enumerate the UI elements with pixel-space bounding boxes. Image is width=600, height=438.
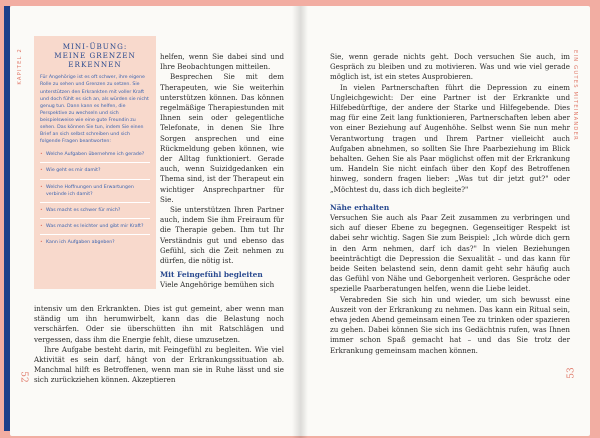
section-heading-feingefuehl: Mit Feingefühl begleiten [160,270,263,280]
paragraph: Viele Angehörige bemühen sich [160,280,275,290]
paragraph: intensiv um den Erkrankten. Dies ist gut gemeint, aber wenn man ständig um ihn herumwirbelt, kann das die Belastung noch verschärfen. Oder sie überschütten ihn mit Ratschlägen und vergessen, dass ihm die Energie fehlt, diese umzusetzen. [34,304,284,344]
section-heading-naehe: Nähe erhalten [330,202,390,212]
paragraph: Versuchen Sie auch als Paar Zeit zusammen zu verbringen und sich auf dieser Ebene zu begegnen. Gegenseitiger Respekt ist dabei sehr wichtig. Sagen Sie zum Beispiel: „Ich würde dich gern in den Arm nehmen, darf ich das?" In vielen Beziehungen beeinträchtigt die Depression die Sexualität – und das kann für beide Seiten belastend sein, denn damit geht sehr häufig auch das Gefühl von Nähe und Geborgenheit verloren. Gespräche oder spezielle Paarberatungen helfen, wenn die Liebe leidet. [330,213,570,294]
box-question: • Was macht es schwer für mich? [40,202,150,218]
mini-exercise-box [34,36,156,289]
spine-shadow [292,6,308,438]
paragraph: Besprechen Sie mit dem Therapeuten, wie Sie weiterhin unterstützen können. Das können regelmäßige Therapiestunden mit Ihnen sein oder gelegentliche Telefonate, in denen Sie Ihre Sorgen ansprechen und eine Rückmeldung geben können, wie der Alltag funktioniert. Gerade auch, wenn Suizidgedanken ein Thema sind, ist der Therapeut ein wichtiger Ansprechpartner für Sie. [160,72,284,204]
box-title-line-3: ERKENNEN [68,59,122,69]
box-question: • Welche Hoffnungen und Erwartungen verbinde ich damit? [40,179,150,202]
box-title-line-1: MINI-ÜBUNG: [62,42,128,51]
right-running-head: EIN GUTES MITEINANDER [572,50,578,141]
box-question: • Welche Aufgaben übernehme ich gerade? [40,147,150,162]
right-page [300,6,590,436]
paragraph: Ihre Aufgabe besteht darin, mit Feingefühl zu begleiten. Wie viel Aktivität es sein darf, hängt von der Erkrankungssituation ab. Manchmal hilft es Betroffenen, wenn man sie in Ruhe lässt und sie sich zurückziehen können. Akzeptieren [34,344,284,385]
left-running-head: KAPITEL 2 [17,48,23,85]
right-page-number: 53 [566,367,577,379]
paragraph: helfen, wenn Sie dabei sind und Ihre Beobachtungen mitteilen. [160,52,284,72]
box-title [34,43,156,69]
paragraph: Verabreden Sie sich hin und wieder, um sich bewusst eine Auszeit von der Erkrankung zu nehmen. Das kann ein Ritual sein, etwa jeden Abend gemeinsam einen Tee zu trinken oder spazieren zu gehen. Dabei können Sie sich ins Gedächtnis rufen, was Ihnen immer schon Spaß gemacht hat – und das Sie trotz der Erkrankung gemeinsam machen können. [330,294,570,355]
paragraph: Sie, wenn gerade nichts geht. Doch versuchen Sie auch, im Gespräch zu bleiben und zu motivieren. Was und wie viel gerade möglich ist, ist ein stetes Ausprobieren. [330,52,570,82]
right-text [330,52,570,356]
paragraph: In vielen Partnerschaften führt die Depression zu einem Ungleichgewicht: Der eine Partner ist der Erkrankte und Hilfebedürftige, der andere der Starke und Hilfegebende. Dies mag für eine Zeit lang funktionieren, Partnerschaften leben aber von einer Beziehung auf Augenhöhe. Selbst wenn Sie nun mehr Verantwortung tragen und Ihrem Partner vielleicht auch Aufgaben abnehmen, so sollten Sie Ihre Paarbeziehung im Blick behalten. Gehen Sie als Paar möglichst offen mit der Erkrankung um. Handeln Sie nicht einfach über den Kopf des Betroffenen hinweg, sondern fragen lieber: „Was tut dir jetzt gut?" oder „Möchtest du, dass ich dich begleite?" [330,82,570,194]
box-intro: Für Angehörige ist es oft schwer, ihre eigene Rolle zu sehen und Grenzen zu setzen. Sie unterstützen den Erkrankten mit voller Kraft und doch fühlt es sich an, als würden sie nicht genug tun. Dann kann es helfen, die Perspektive zu wechseln und sich beispielsweise wie eine gute Freundin zu sehen. Das können Sie tun, indem Sie einen Brief an sich selbst schreiben und sich folgende Fragen beantworten: [40,75,149,145]
box-question: • Was macht es leichter und gibt mir Kraft? [40,218,150,234]
left-page [10,6,300,436]
left-page-number: 52 [18,371,29,383]
box-title-line-2: MEINE GRENZEN [54,50,136,60]
left-column-text [160,52,284,291]
left-full-width-text [34,304,284,386]
box-question: • Wie geht es mir damit? [40,162,150,178]
paragraph: Sie unterstützen Ihren Partner auch, indem Sie ihm Freiraum für die Therapie geben. Ihm tut Ihr Verständnis gut und ebenso das Gefühl, sich die Zeit nehmen zu dürfen, die nötig ist. [160,205,284,266]
box-question-list [34,147,156,250]
box-question: • Kann ich Aufgaben abgeben? [40,234,150,250]
